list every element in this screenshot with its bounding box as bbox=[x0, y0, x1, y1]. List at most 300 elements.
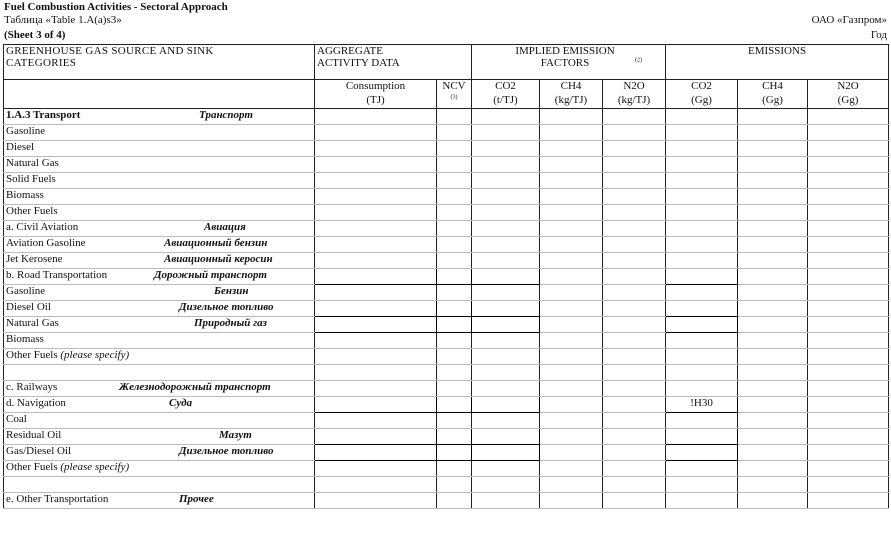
data-cell[interactable] bbox=[666, 253, 738, 269]
category-cell bbox=[4, 173, 315, 189]
data-cell[interactable] bbox=[738, 157, 808, 173]
data-cell[interactable] bbox=[540, 269, 603, 285]
category-cell bbox=[4, 269, 315, 285]
data-cell[interactable] bbox=[603, 237, 666, 253]
category-cell bbox=[4, 285, 315, 301]
data-cell[interactable] bbox=[666, 221, 738, 237]
ief-n2o-header: N2O bbox=[603, 80, 666, 95]
data-cell[interactable] bbox=[472, 221, 540, 237]
data-cell[interactable] bbox=[808, 205, 889, 221]
category-label: Biomass bbox=[6, 189, 44, 201]
data-cell[interactable] bbox=[666, 381, 738, 397]
data-cell[interactable] bbox=[315, 397, 437, 413]
table-row bbox=[4, 125, 889, 141]
data-cell[interactable] bbox=[437, 301, 472, 317]
data-cell[interactable] bbox=[540, 397, 603, 413]
data-cell[interactable] bbox=[738, 477, 808, 493]
data-cell[interactable] bbox=[472, 493, 540, 509]
data-cell[interactable] bbox=[808, 365, 889, 381]
data-cell[interactable] bbox=[540, 413, 603, 429]
data-cell[interactable]: !H30 bbox=[666, 397, 738, 413]
category-russian-label: Авиационный керосин bbox=[164, 253, 273, 265]
data-cell[interactable] bbox=[666, 349, 738, 365]
data-cell[interactable] bbox=[666, 301, 738, 317]
category-label: Residual Oil bbox=[6, 429, 62, 441]
data-cell[interactable] bbox=[666, 157, 738, 173]
em-co2-header: CO2 bbox=[666, 80, 738, 95]
data-cell[interactable] bbox=[472, 333, 540, 349]
data-cell[interactable] bbox=[437, 157, 472, 173]
category-cell bbox=[4, 317, 315, 333]
data-cell[interactable] bbox=[315, 109, 437, 125]
data-cell[interactable] bbox=[540, 157, 603, 173]
data-cell[interactable] bbox=[666, 237, 738, 253]
data-cell[interactable] bbox=[437, 445, 472, 461]
data-cell[interactable] bbox=[472, 413, 540, 429]
category-label: Other Fuels bbox=[6, 461, 58, 473]
category-label: Jet Kerosene bbox=[6, 253, 63, 265]
data-cell[interactable] bbox=[603, 221, 666, 237]
data-cell[interactable] bbox=[603, 253, 666, 269]
data-cell[interactable] bbox=[603, 173, 666, 189]
data-cell[interactable] bbox=[315, 221, 437, 237]
category-label: Diesel bbox=[6, 141, 35, 153]
data-cell[interactable] bbox=[603, 349, 666, 365]
table-row bbox=[4, 317, 889, 333]
data-cell[interactable] bbox=[540, 173, 603, 189]
data-cell[interactable] bbox=[472, 381, 540, 397]
table-row bbox=[4, 397, 889, 413]
table-row bbox=[4, 381, 889, 397]
data-cell[interactable] bbox=[437, 237, 472, 253]
data-cell[interactable] bbox=[666, 141, 738, 157]
data-cell[interactable] bbox=[315, 173, 437, 189]
data-cell[interactable] bbox=[603, 125, 666, 141]
data-cell[interactable] bbox=[808, 477, 889, 493]
data-cell[interactable] bbox=[603, 317, 666, 333]
em-ch4-unit: (Gg) bbox=[738, 94, 808, 109]
data-cell[interactable] bbox=[738, 125, 808, 141]
data-cell[interactable] bbox=[437, 253, 472, 269]
data-cell[interactable] bbox=[808, 301, 889, 317]
table-row bbox=[4, 189, 889, 205]
category-russian-label: Авиация bbox=[204, 221, 246, 233]
ief-n2o-unit: (kg/TJ) bbox=[603, 94, 666, 109]
data-cell[interactable] bbox=[437, 125, 472, 141]
data-cell[interactable] bbox=[738, 413, 808, 429]
data-cell[interactable] bbox=[315, 125, 437, 141]
data-cell[interactable] bbox=[315, 269, 437, 285]
table-row bbox=[4, 461, 889, 477]
data-cell[interactable] bbox=[603, 301, 666, 317]
category-label: Coal bbox=[6, 413, 27, 425]
data-cell[interactable] bbox=[315, 381, 437, 397]
data-cell[interactable] bbox=[666, 269, 738, 285]
category-label: Gas/Diesel Oil bbox=[6, 445, 72, 457]
organization-name: ОАО «Газпром» bbox=[811, 14, 887, 26]
data-cell[interactable] bbox=[540, 189, 603, 205]
data-cell[interactable] bbox=[315, 301, 437, 317]
data-cell[interactable] bbox=[666, 493, 738, 509]
data-cell[interactable] bbox=[603, 269, 666, 285]
data-cell[interactable] bbox=[808, 125, 889, 141]
data-cell[interactable] bbox=[437, 381, 472, 397]
data-cell[interactable] bbox=[472, 125, 540, 141]
category-cell bbox=[4, 205, 315, 221]
data-cell[interactable] bbox=[738, 269, 808, 285]
table-row bbox=[4, 301, 889, 317]
category-label: Gasoline bbox=[6, 285, 46, 297]
data-cell[interactable] bbox=[808, 269, 889, 285]
data-cell[interactable] bbox=[666, 413, 738, 429]
table-row bbox=[4, 109, 889, 125]
year-label: Год bbox=[870, 29, 887, 41]
data-cell[interactable] bbox=[540, 301, 603, 317]
data-cell[interactable] bbox=[666, 125, 738, 141]
data-cell[interactable] bbox=[666, 429, 738, 445]
data-cell[interactable] bbox=[603, 493, 666, 509]
data-cell[interactable] bbox=[472, 237, 540, 253]
data-cell[interactable] bbox=[666, 205, 738, 221]
table-row bbox=[4, 141, 889, 157]
category-label: b. Road Transportation bbox=[6, 269, 108, 281]
data-cell[interactable] bbox=[540, 365, 603, 381]
data-cell[interactable] bbox=[437, 205, 472, 221]
data-cell[interactable] bbox=[472, 445, 540, 461]
data-cell[interactable] bbox=[472, 365, 540, 381]
sheet-number: (Sheet 3 of 4) bbox=[4, 29, 66, 41]
data-cell[interactable] bbox=[603, 157, 666, 173]
category-note: (please specify) bbox=[60, 349, 130, 361]
data-cell[interactable] bbox=[738, 349, 808, 365]
data-cell[interactable] bbox=[437, 221, 472, 237]
data-cell[interactable] bbox=[437, 493, 472, 509]
data-cell[interactable] bbox=[666, 333, 738, 349]
category-cell bbox=[4, 221, 315, 237]
data-cell[interactable] bbox=[315, 253, 437, 269]
data-cell[interactable] bbox=[666, 445, 738, 461]
activity-data-header: AGGREGATE ACTIVITY DATA bbox=[315, 45, 472, 80]
data-cell[interactable] bbox=[808, 413, 889, 429]
data-cell[interactable] bbox=[738, 141, 808, 157]
data-cell[interactable] bbox=[437, 109, 472, 125]
data-cell[interactable] bbox=[666, 109, 738, 125]
category-header: GREENHOUSE GAS SOURCE AND SINK CATEGORIES bbox=[4, 45, 315, 80]
category-label: Aviation Gasoline bbox=[6, 237, 86, 249]
data-cell[interactable] bbox=[808, 157, 889, 173]
category-russian-label: Транспорт bbox=[199, 109, 253, 121]
data-cell[interactable] bbox=[540, 445, 603, 461]
category-cell bbox=[4, 125, 315, 141]
category-russian-label: Прочее bbox=[179, 493, 214, 505]
data-cell[interactable] bbox=[472, 301, 540, 317]
data-cell[interactable] bbox=[603, 381, 666, 397]
data-cell[interactable] bbox=[540, 141, 603, 157]
table-row bbox=[4, 237, 889, 253]
category-cell bbox=[4, 365, 315, 381]
ncv-note: (3) bbox=[437, 94, 472, 109]
category-cell bbox=[4, 413, 315, 429]
implied-emission-factors-header: IMPLIED EMISSION FACTORS $^{(2)}$ bbox=[472, 45, 666, 80]
data-cell[interactable] bbox=[472, 317, 540, 333]
table-row bbox=[4, 221, 889, 237]
em-co2-unit: (Gg) bbox=[666, 94, 738, 109]
data-cell[interactable] bbox=[315, 429, 437, 445]
table-reference: Таблица «Table 1.A(a)s3» bbox=[4, 14, 122, 26]
data-cell[interactable] bbox=[540, 285, 603, 301]
data-cell[interactable] bbox=[540, 429, 603, 445]
category-cell bbox=[4, 157, 315, 173]
data-cell[interactable] bbox=[437, 397, 472, 413]
category-cell bbox=[4, 237, 315, 253]
data-cell[interactable] bbox=[603, 445, 666, 461]
data-cell[interactable] bbox=[472, 461, 540, 477]
data-cell[interactable] bbox=[437, 461, 472, 477]
category-russian-label: Дорожный транспорт bbox=[154, 269, 267, 281]
data-cell[interactable] bbox=[738, 397, 808, 413]
data-cell[interactable] bbox=[603, 333, 666, 349]
data-cell[interactable] bbox=[472, 285, 540, 301]
data-cell[interactable] bbox=[472, 477, 540, 493]
category-cell bbox=[4, 253, 315, 269]
data-cell[interactable] bbox=[315, 141, 437, 157]
data-cell[interactable] bbox=[315, 365, 437, 381]
table-row bbox=[4, 157, 889, 173]
data-cell[interactable] bbox=[808, 173, 889, 189]
category-label: a. Civil Aviation bbox=[6, 221, 79, 233]
data-cell[interactable] bbox=[315, 237, 437, 253]
data-cell[interactable] bbox=[738, 381, 808, 397]
category-label: 1.A.3 Transport bbox=[6, 109, 81, 121]
table-row bbox=[4, 477, 889, 493]
category-russian-label: Дизельное топливо bbox=[179, 445, 274, 457]
data-cell[interactable] bbox=[437, 285, 472, 301]
data-cell[interactable] bbox=[472, 173, 540, 189]
table-row bbox=[4, 429, 889, 445]
table-row bbox=[4, 253, 889, 269]
data-cell[interactable] bbox=[738, 445, 808, 461]
data-cell[interactable] bbox=[808, 253, 889, 269]
data-cell[interactable] bbox=[738, 365, 808, 381]
category-cell bbox=[4, 333, 315, 349]
data-cell[interactable] bbox=[603, 429, 666, 445]
data-cell[interactable] bbox=[540, 477, 603, 493]
category-cell bbox=[4, 189, 315, 205]
data-cell[interactable] bbox=[738, 285, 808, 301]
category-cell bbox=[4, 381, 315, 397]
data-cell[interactable] bbox=[315, 285, 437, 301]
data-cell[interactable] bbox=[315, 189, 437, 205]
data-cell[interactable] bbox=[808, 333, 889, 349]
data-cell[interactable] bbox=[738, 429, 808, 445]
data-cell[interactable] bbox=[808, 285, 889, 301]
data-cell[interactable] bbox=[808, 461, 889, 477]
table-row bbox=[4, 285, 889, 301]
data-cell[interactable] bbox=[472, 349, 540, 365]
data-cell[interactable] bbox=[540, 109, 603, 125]
consumption-header: Consumption bbox=[315, 80, 437, 95]
table-row bbox=[4, 269, 889, 285]
table-row bbox=[4, 205, 889, 221]
data-cell[interactable] bbox=[437, 317, 472, 333]
ief-ch4-unit: (kg/TJ) bbox=[540, 94, 603, 109]
data-cell[interactable] bbox=[437, 429, 472, 445]
data-cell[interactable] bbox=[603, 109, 666, 125]
data-cell[interactable] bbox=[437, 173, 472, 189]
table-row bbox=[4, 493, 889, 509]
data-cell[interactable] bbox=[540, 125, 603, 141]
data-cell[interactable] bbox=[540, 493, 603, 509]
data-cell[interactable] bbox=[738, 109, 808, 125]
data-cell[interactable] bbox=[315, 349, 437, 365]
table-row bbox=[4, 445, 889, 461]
data-cell[interactable] bbox=[738, 189, 808, 205]
data-cell[interactable] bbox=[808, 221, 889, 237]
table-row bbox=[4, 365, 889, 381]
data-cell[interactable] bbox=[540, 349, 603, 365]
category-label: Solid Fuels bbox=[6, 173, 56, 185]
data-cell[interactable] bbox=[808, 237, 889, 253]
data-cell[interactable] bbox=[603, 413, 666, 429]
data-cell[interactable] bbox=[603, 205, 666, 221]
data-cell[interactable] bbox=[540, 237, 603, 253]
emissions-table bbox=[3, 44, 889, 509]
data-cell[interactable] bbox=[738, 317, 808, 333]
data-cell[interactable] bbox=[437, 189, 472, 205]
data-cell[interactable] bbox=[315, 317, 437, 333]
data-cell[interactable] bbox=[437, 477, 472, 493]
category-cell bbox=[4, 397, 315, 413]
em-ch4-header: CH4 bbox=[738, 80, 808, 95]
data-cell[interactable] bbox=[472, 109, 540, 125]
data-cell[interactable] bbox=[808, 397, 889, 413]
data-cell[interactable] bbox=[603, 477, 666, 493]
data-cell[interactable] bbox=[315, 493, 437, 509]
data-cell[interactable] bbox=[437, 333, 472, 349]
data-cell[interactable] bbox=[808, 349, 889, 365]
data-cell[interactable] bbox=[738, 333, 808, 349]
category-cell bbox=[4, 477, 315, 493]
category-label: c. Railways bbox=[6, 381, 58, 393]
category-russian-label: Железнодорожный транспорт bbox=[119, 381, 271, 393]
data-cell[interactable] bbox=[808, 189, 889, 205]
report-title: Fuel Combustion Activities - Sectoral Approach bbox=[4, 1, 228, 13]
data-cell[interactable] bbox=[472, 205, 540, 221]
data-cell[interactable] bbox=[315, 205, 437, 221]
data-cell[interactable] bbox=[472, 253, 540, 269]
data-cell[interactable] bbox=[437, 269, 472, 285]
data-cell[interactable] bbox=[437, 365, 472, 381]
data-cell[interactable] bbox=[738, 493, 808, 509]
category-russian-label: Суда bbox=[169, 397, 193, 409]
data-cell[interactable] bbox=[540, 253, 603, 269]
data-cell[interactable] bbox=[437, 413, 472, 429]
data-cell[interactable] bbox=[315, 477, 437, 493]
data-cell[interactable] bbox=[603, 189, 666, 205]
data-cell[interactable] bbox=[603, 285, 666, 301]
data-cell[interactable] bbox=[603, 461, 666, 477]
data-cell[interactable] bbox=[540, 333, 603, 349]
category-cell bbox=[4, 349, 315, 365]
data-cell[interactable] bbox=[738, 205, 808, 221]
category-label: Other Fuels bbox=[6, 205, 58, 217]
category-label: d. Navigation bbox=[6, 397, 66, 409]
data-cell[interactable] bbox=[738, 173, 808, 189]
data-cell[interactable] bbox=[315, 157, 437, 173]
category-cell bbox=[4, 445, 315, 461]
data-cell[interactable] bbox=[808, 381, 889, 397]
data-cell[interactable] bbox=[666, 285, 738, 301]
category-label: Natural Gas bbox=[6, 317, 59, 329]
data-cell[interactable] bbox=[603, 365, 666, 381]
category-cell bbox=[4, 109, 315, 125]
data-cell[interactable] bbox=[437, 141, 472, 157]
ncv-header: NCV bbox=[437, 80, 472, 95]
category-cell bbox=[4, 429, 315, 445]
data-cell[interactable] bbox=[472, 269, 540, 285]
data-cell[interactable] bbox=[315, 333, 437, 349]
data-cell[interactable] bbox=[315, 413, 437, 429]
data-cell[interactable] bbox=[540, 221, 603, 237]
data-cell[interactable] bbox=[666, 365, 738, 381]
emissions-header: EMISSIONS bbox=[666, 45, 889, 80]
category-label: e. Other Transportation bbox=[6, 493, 109, 505]
data-cell[interactable] bbox=[315, 461, 437, 477]
data-cell[interactable] bbox=[738, 301, 808, 317]
data-cell[interactable] bbox=[472, 189, 540, 205]
category-label: Natural Gas bbox=[6, 157, 59, 169]
data-cell[interactable] bbox=[808, 141, 889, 157]
data-cell[interactable] bbox=[808, 493, 889, 509]
category-russian-label: Дизельное топливо bbox=[179, 301, 274, 313]
category-russian-label: Бензин bbox=[214, 285, 249, 297]
data-cell[interactable] bbox=[808, 317, 889, 333]
data-cell[interactable] bbox=[472, 157, 540, 173]
data-cell[interactable] bbox=[540, 205, 603, 221]
data-cell[interactable] bbox=[315, 445, 437, 461]
category-cell bbox=[4, 301, 315, 317]
consumption-unit: (TJ) bbox=[315, 94, 437, 109]
data-cell[interactable] bbox=[603, 141, 666, 157]
data-cell[interactable] bbox=[808, 445, 889, 461]
data-cell[interactable] bbox=[738, 237, 808, 253]
data-cell[interactable] bbox=[666, 173, 738, 189]
category-note: (please specify) bbox=[60, 461, 130, 473]
table-row bbox=[4, 349, 889, 365]
data-cell[interactable] bbox=[808, 109, 889, 125]
data-cell[interactable] bbox=[666, 317, 738, 333]
data-cell[interactable] bbox=[738, 461, 808, 477]
data-cell[interactable] bbox=[472, 397, 540, 413]
category-russian-label: Авиационный бензин bbox=[164, 237, 268, 249]
data-cell[interactable] bbox=[472, 141, 540, 157]
data-cell[interactable] bbox=[666, 477, 738, 493]
category-label: Diesel Oil bbox=[6, 301, 51, 313]
data-cell[interactable] bbox=[666, 189, 738, 205]
data-cell[interactable] bbox=[808, 429, 889, 445]
category-label: Biomass bbox=[6, 333, 44, 345]
category-russian-label: Мазут bbox=[219, 429, 252, 441]
data-cell[interactable] bbox=[540, 461, 603, 477]
data-cell[interactable] bbox=[738, 253, 808, 269]
data-cell[interactable] bbox=[540, 381, 603, 397]
data-cell[interactable] bbox=[540, 317, 603, 333]
data-cell[interactable] bbox=[666, 461, 738, 477]
data-cell[interactable] bbox=[472, 429, 540, 445]
data-cell[interactable] bbox=[437, 349, 472, 365]
data-cell[interactable] bbox=[603, 397, 666, 413]
data-cell[interactable] bbox=[738, 221, 808, 237]
